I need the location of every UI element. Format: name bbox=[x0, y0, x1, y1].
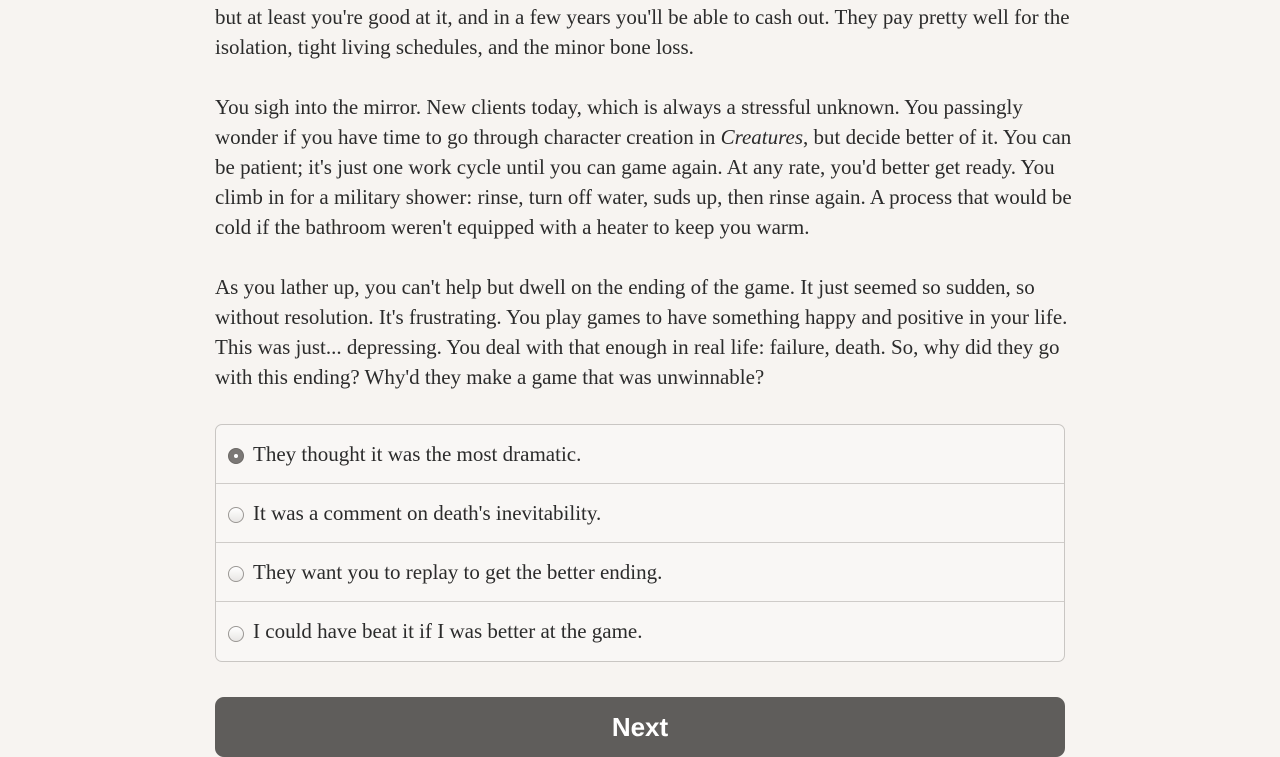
radio-selected-icon[interactable] bbox=[228, 448, 244, 464]
choice-label: It was a comment on death's inevitability. bbox=[253, 500, 602, 525]
choice-label: They want you to replay to get the better ending. bbox=[253, 559, 663, 584]
next-button[interactable]: Next bbox=[215, 697, 1065, 757]
story-paragraph-2-before: You sigh into the mirror. New clients today, which is always a stressful unknown. You passingly wonder if you have time to go through character creation in bbox=[215, 95, 1023, 149]
story-paragraph-2 bbox=[215, 92, 1075, 242]
story-text bbox=[215, 2, 1075, 422]
story-paragraph-3: As you lather up, you can't help but dwell on the ending of the game. It just seemed so sudden, so without resolution. It's frustrating. You play games to have something happy and positive in your life. This was just... depressing. You deal with that enough in real life: failure, death. So, why did they go with this ending? Why'd they make a game that was unwinnable? bbox=[215, 275, 1068, 389]
choice-list bbox=[215, 424, 1065, 662]
choice-option-1[interactable] bbox=[216, 425, 1064, 484]
story-paragraph-1: but at least you're good at it, and in a few years you'll be able to cash out. They pay pretty well for the isolation, tight living schedules, and the minor bone loss. bbox=[215, 5, 1070, 59]
choice-option-4[interactable] bbox=[216, 602, 1064, 661]
choice-label: I could have beat it if I was better at the game. bbox=[253, 619, 643, 643]
choice-option-3[interactable] bbox=[216, 543, 1064, 602]
game-title-italic: Creatures bbox=[720, 125, 804, 149]
choice-option-2[interactable] bbox=[216, 484, 1064, 543]
choice-label: They thought it was the most dramatic. bbox=[253, 441, 582, 466]
radio-unselected-icon[interactable] bbox=[228, 626, 244, 642]
story-paragraph-2-after: , but decide better of it. You can be patient; it's just one work cycle until you can game again. At any rate, you'd better get ready. You climb in for a military shower: rinse, turn off water, suds up, then rinse again. A process that would be cold if the bathroom weren't equipped with a heater to keep you warm. bbox=[215, 125, 1072, 239]
radio-unselected-icon[interactable] bbox=[228, 507, 244, 523]
radio-unselected-icon[interactable] bbox=[228, 566, 244, 582]
